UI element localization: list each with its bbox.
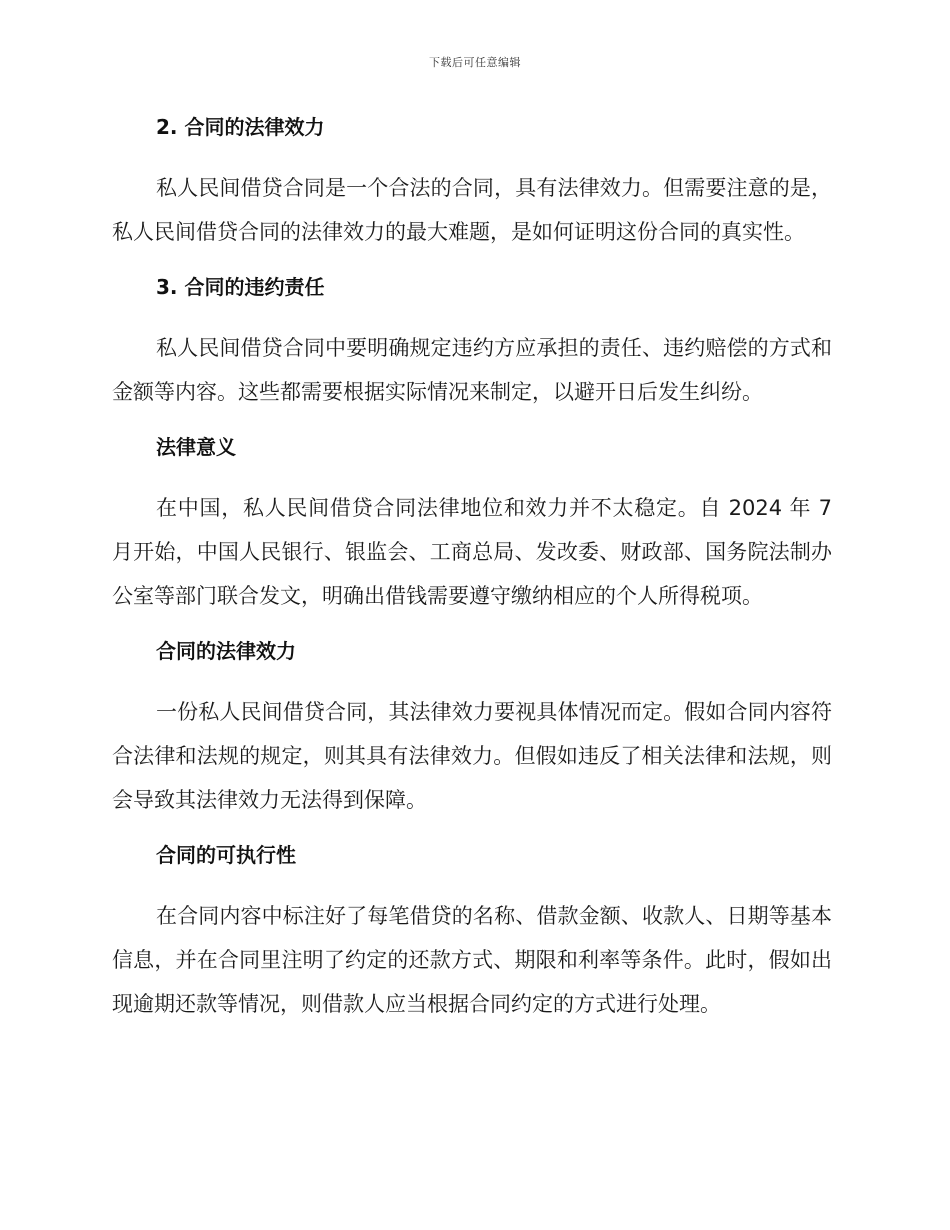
section-paragraph: 在合同内容中标注好了每笔借贷的名称、借款金额、收款人、日期等基本信息，并在合同里注明了约定的还款方式、期限和利率等条件。此时，假如出现逾期还款等情况，则借款人应当根据合同约定的方式进行处理。	[112, 904, 832, 1016]
section-heading: 3. 合同的违约责任	[156, 275, 325, 299]
page-header-note: 下载后可任意编辑	[429, 56, 521, 69]
section-breach-liability	[112, 272, 832, 414]
section-heading: 法律意义	[156, 435, 236, 459]
section-paragraph: 私人民间借贷合同中要明确规定违约方应承担的责任、违约赔偿的方式和金额等内容。这些都需要根据实际情况来制定，以避开日后发生纠纷。	[112, 336, 832, 404]
section-heading: 合同的可执行性	[156, 843, 296, 867]
section-paragraph: 私人民间借贷合同是一个合法的合同，具有法律效力。但需要注意的是，私人民间借贷合同的法律效力的最大难题，是如何证明这份合同的真实性。	[112, 176, 832, 244]
document-body	[112, 112, 832, 1044]
section-contract-legal-effect	[112, 636, 832, 822]
section-paragraph: 一份私人民间借贷合同，其法律效力要视具体情况而定。假如合同内容符合法律和法规的规定，则其具有法律效力。但假如违反了相关法律和法规，则会导致其法律效力无法得到保障。	[112, 700, 832, 812]
section-legal-effect	[112, 112, 832, 254]
section-legal-significance	[112, 432, 832, 618]
section-heading: 2. 合同的法律效力	[156, 115, 325, 139]
section-heading: 合同的法律效力	[156, 639, 296, 663]
section-enforceability	[112, 840, 832, 1026]
section-paragraph: 在中国，私人民间借贷合同法律地位和效力并不太稳定。自 2024 年 7 月开始，中国人民银行、银监会、工商总局、发改委、财政部、国务院法制办公室等部门联合发文，明确出借钱需要遵守缴纳相应的个人所得税项。	[112, 496, 832, 608]
